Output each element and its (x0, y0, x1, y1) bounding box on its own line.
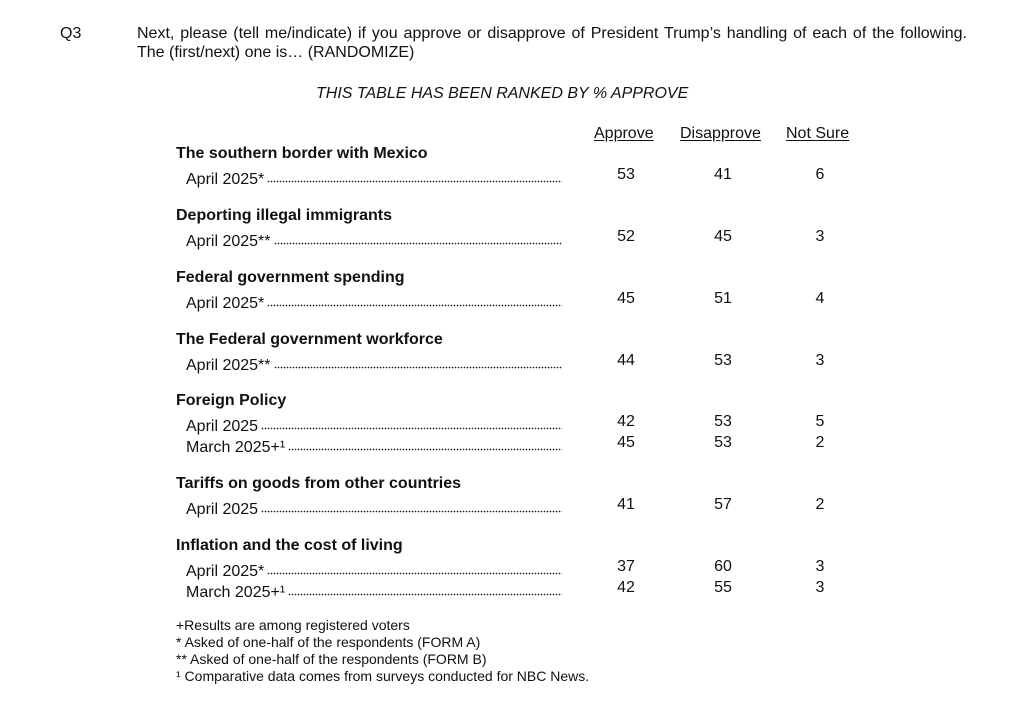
cell-not-sure: 3 (815, 558, 825, 575)
group-title: Federal government spending (176, 269, 405, 286)
row-label-text: April 2025 (186, 418, 259, 435)
row-label-text: April 2025* (186, 171, 265, 188)
cell-approve: 42 (617, 579, 635, 596)
dot-leader (261, 495, 562, 514)
question-text: Next, please (tell me/indicate) if you approve or disapprove of President Trump’s handling of each of the following. The (first/next) one is… (RANDOMIZE) (137, 25, 967, 61)
cell-approve: 45 (617, 434, 635, 451)
column-header-not-sure: Not Sure (786, 125, 850, 142)
cell-approve: 37 (617, 558, 635, 575)
group-title: Deporting illegal immigrants (176, 207, 393, 224)
footnote-form-a: * Asked of one-half of the respondents (FORM A) (176, 634, 481, 650)
dot-leader (288, 433, 562, 452)
row-label (186, 351, 562, 375)
cell-approve: 52 (617, 228, 635, 245)
cell-not-sure: 5 (815, 413, 825, 430)
group-title: The southern border with Mexico (176, 145, 428, 162)
cell-disapprove: 57 (714, 496, 732, 513)
cell-disapprove: 53 (714, 413, 732, 430)
group-title: The Federal government workforce (176, 331, 443, 348)
row-label-text: April 2025* (186, 295, 265, 312)
cell-not-sure: 3 (815, 352, 825, 369)
footnote-registered-voters: +Results are among registered voters (176, 617, 410, 633)
column-header-approve: Approve (594, 125, 654, 142)
cell-approve: 53 (617, 166, 635, 183)
row-label (186, 165, 562, 189)
ranking-note: THIS TABLE HAS BEEN RANKED BY % APPROVE (316, 85, 689, 102)
column-header-disapprove: Disapprove (680, 125, 761, 142)
cell-disapprove: 41 (714, 166, 732, 183)
cell-disapprove: 60 (714, 558, 732, 575)
dot-leader (267, 165, 562, 184)
footnote-nbc-comparative: ¹ Comparative data comes from surveys conducted for NBC News. (176, 668, 590, 684)
cell-not-sure: 2 (815, 434, 825, 451)
cell-not-sure: 2 (815, 496, 825, 513)
dot-leader (274, 227, 563, 246)
dot-leader (261, 412, 562, 431)
dot-leader (288, 578, 562, 597)
dot-leader (274, 351, 563, 370)
row-label-text: March 2025+¹ (186, 584, 286, 601)
group-title: Foreign Policy (176, 392, 287, 409)
row-label (186, 227, 562, 251)
row-label (186, 495, 562, 519)
row-label-text: April 2025** (186, 357, 271, 374)
cell-disapprove: 55 (714, 579, 732, 596)
dot-leader (267, 289, 562, 308)
cell-approve: 44 (617, 352, 635, 369)
row-label-text: April 2025 (186, 501, 259, 518)
footnotes (176, 617, 589, 685)
cell-approve: 45 (617, 290, 635, 307)
cell-not-sure: 3 (815, 228, 825, 245)
row-label (186, 289, 562, 313)
cell-not-sure: 4 (815, 290, 825, 307)
group-title: Inflation and the cost of living (176, 537, 403, 554)
row-label-text: April 2025** (186, 233, 271, 250)
row-label-text: March 2025+¹ (186, 439, 286, 456)
cell-disapprove: 53 (714, 434, 732, 451)
cell-approve: 42 (617, 413, 635, 430)
group-title: Tariffs on goods from other countries (176, 475, 462, 492)
cell-disapprove: 51 (714, 290, 732, 307)
row-label (186, 433, 562, 457)
row-label (186, 578, 562, 602)
question-number: Q3 (60, 25, 82, 42)
cell-disapprove: 45 (714, 228, 732, 245)
row-label-text: April 2025* (186, 563, 265, 580)
footnote-form-b: ** Asked of one-half of the respondents (FORM B) (176, 651, 487, 667)
cell-not-sure: 6 (815, 166, 825, 183)
cell-disapprove: 53 (714, 352, 732, 369)
cell-not-sure: 3 (815, 579, 825, 596)
dot-leader (267, 557, 562, 576)
cell-approve: 41 (617, 496, 635, 513)
